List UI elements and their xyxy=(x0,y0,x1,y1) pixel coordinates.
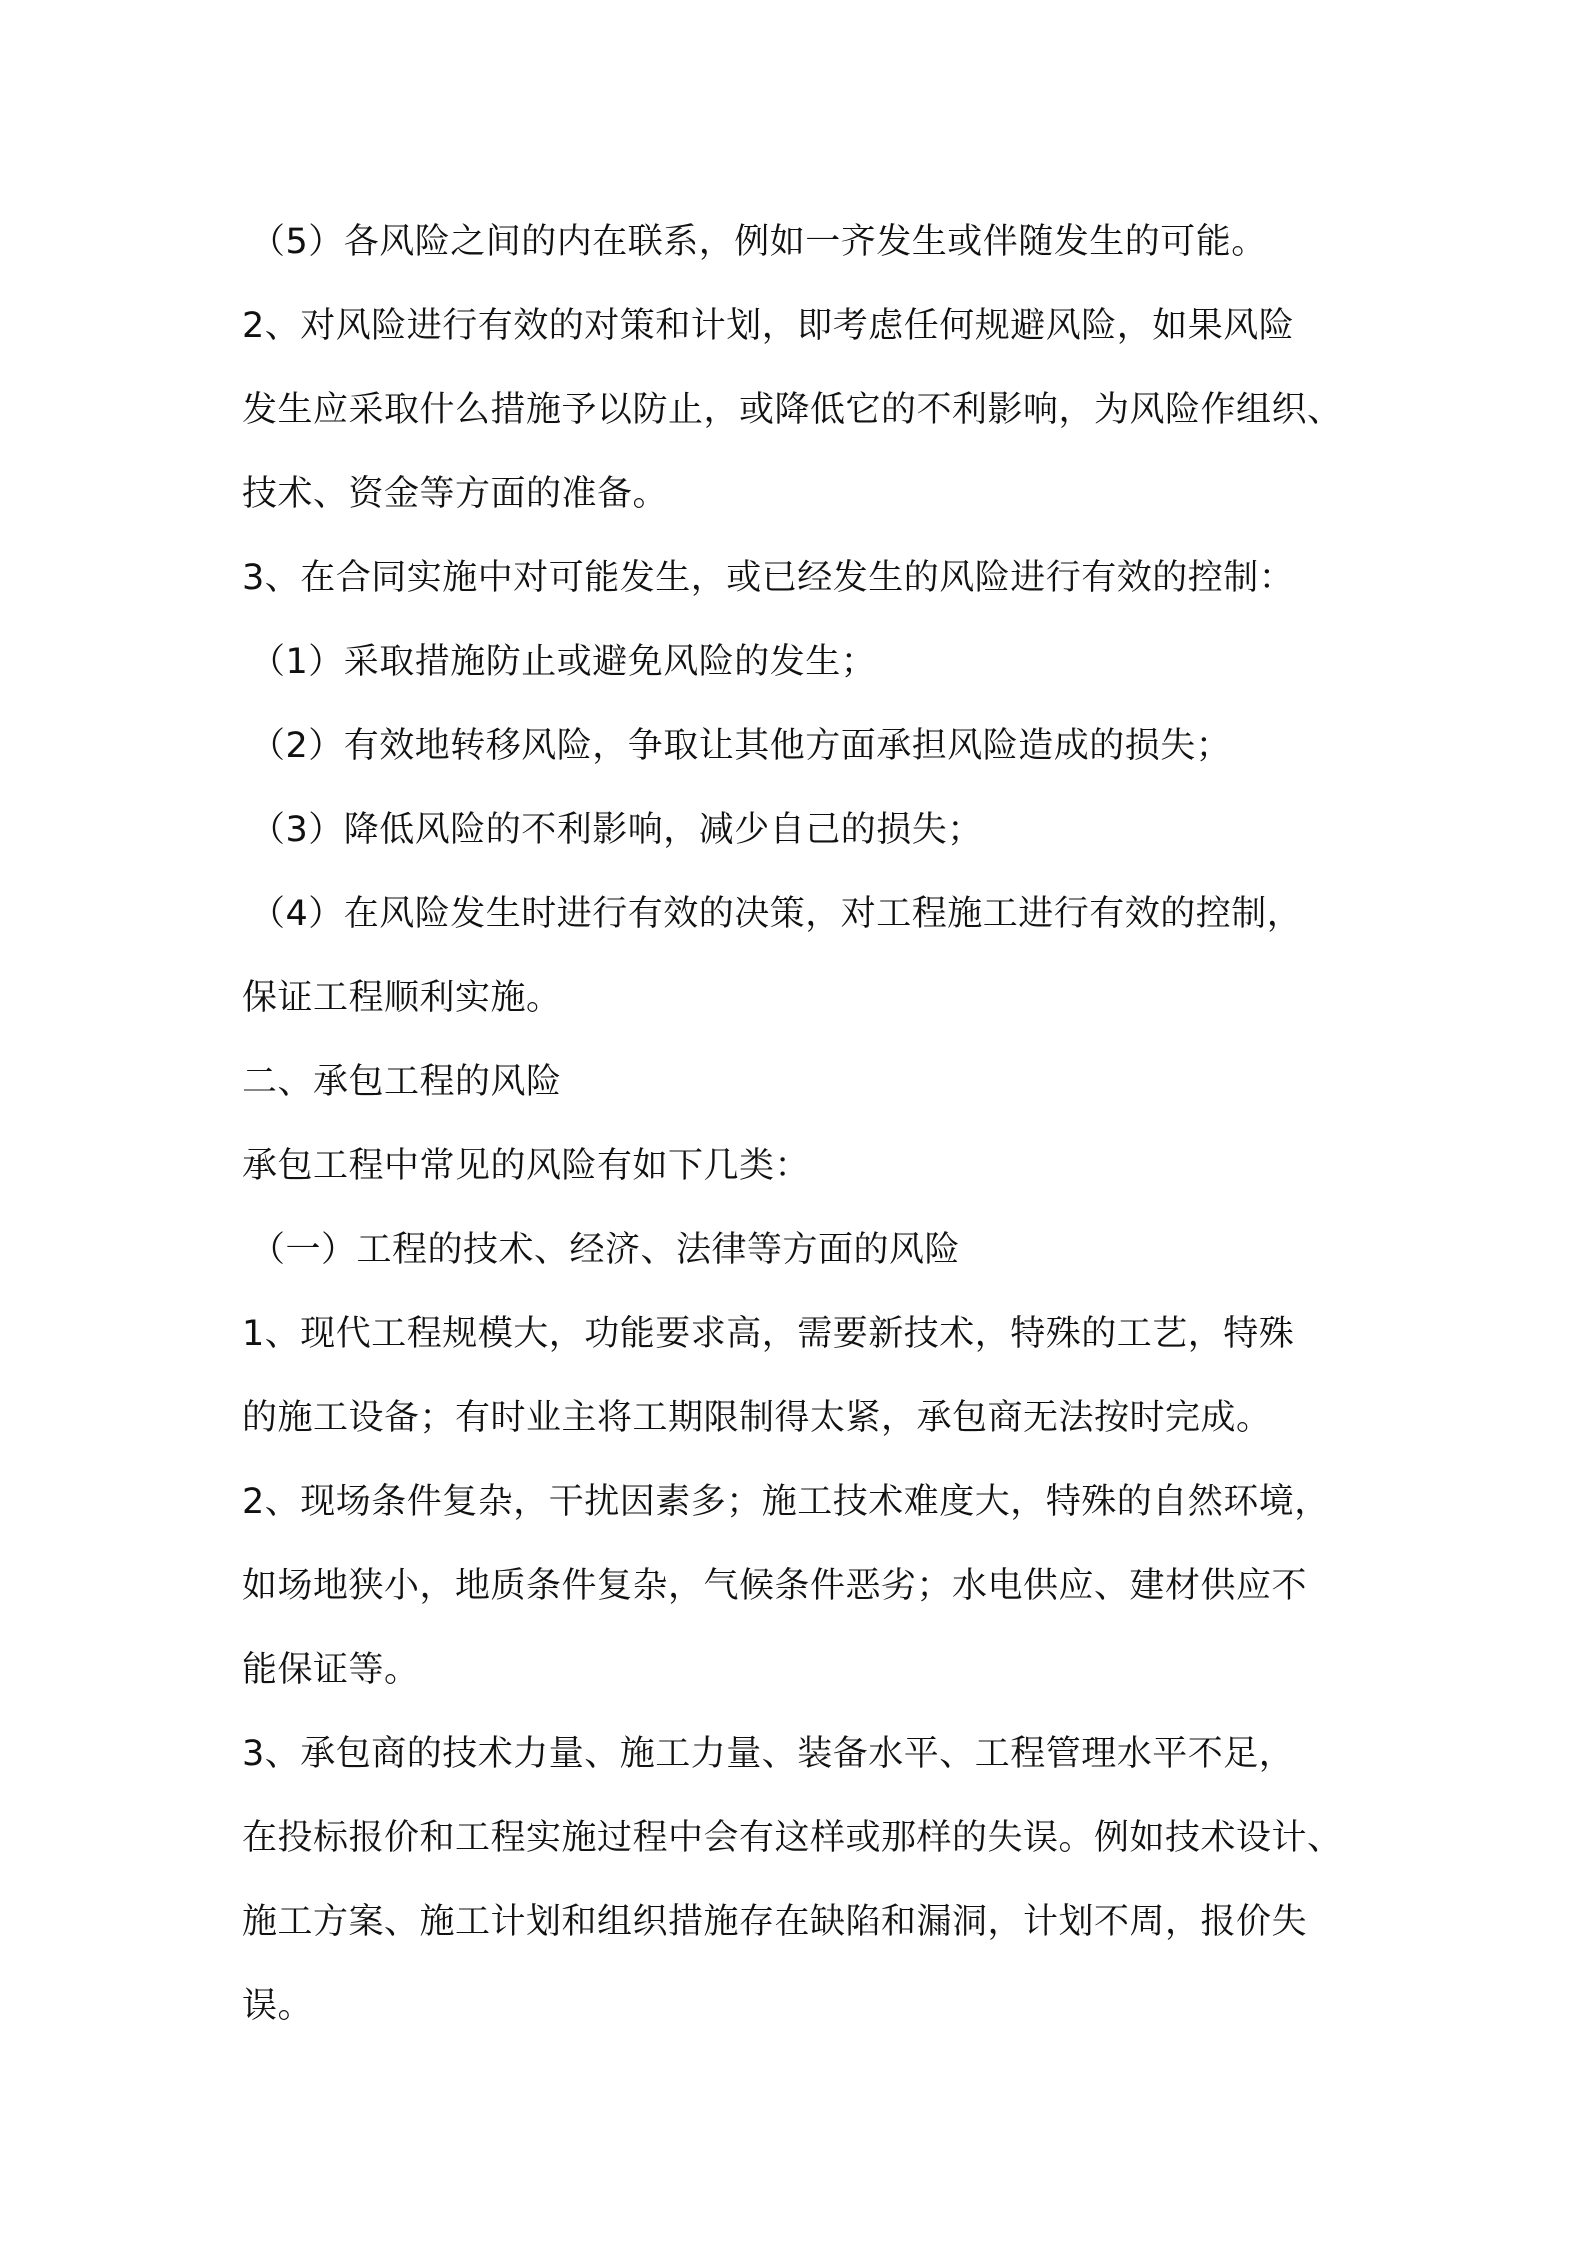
paragraph-line: 2、对风险进行有效的对策和计划，即考虑任何规避风险，如果风险 xyxy=(242,306,1295,346)
section-heading: 二、承包工程的风险 xyxy=(242,1062,562,1102)
paragraph-line: 能保证等。 xyxy=(242,1650,420,1690)
paragraph-line: 3、在合同实施中对可能发生，或已经发生的风险进行有效的控制： xyxy=(242,558,1295,598)
paragraph-line: 在投标报价和工程实施过程中会有这样或那样的失误。例如技术设计、 xyxy=(242,1818,1343,1858)
paragraph-line: 3、承包商的技术力量、施工力量、装备水平、工程管理水平不足， xyxy=(242,1734,1295,1774)
paragraph-line: 如场地狭小，地质条件复杂，气候条件恶劣；水电供应、建材供应不 xyxy=(242,1566,1308,1606)
paragraph-line: （1）采取措施防止或避免风险的发生； xyxy=(250,642,877,682)
paragraph-line: 保证工程顺利实施。 xyxy=(242,978,562,1018)
document-body xyxy=(242,200,1372,2048)
paragraph-line: 承包工程中常见的风险有如下几类： xyxy=(242,1146,811,1186)
paragraph-line: 误。 xyxy=(242,1986,314,2026)
subsection-heading: （一）工程的技术、经济、法律等方面的风险 xyxy=(250,1230,961,1270)
paragraph-line: 施工方案、施工计划和组织措施存在缺陷和漏洞，计划不周，报价失 xyxy=(242,1902,1308,1942)
paragraph-line: 发生应采取什么措施予以防止，或降低它的不利影响，为风险作组织、 xyxy=(242,390,1343,430)
paragraph-line: （3）降低风险的不利影响，减少自己的损失； xyxy=(250,810,983,850)
paragraph-line: （5）各风险之间的内在联系，例如一齐发生或伴随发生的可能。 xyxy=(250,222,1267,262)
paragraph-line: 1、现代工程规模大，功能要求高，需要新技术，特殊的工艺，特殊 xyxy=(242,1314,1295,1354)
paragraph-line: 技术、资金等方面的准备。 xyxy=(242,474,669,514)
paragraph-line: 2、现场条件复杂，干扰因素多；施工技术难度大，特殊的自然环境， xyxy=(242,1482,1330,1522)
paragraph-line: （2）有效地转移风险，争取让其他方面承担风险造成的损失； xyxy=(250,726,1232,766)
paragraph-line: （4）在风险发生时进行有效的决策，对工程施工进行有效的控制， xyxy=(250,894,1303,934)
paragraph-line: 的施工设备；有时业主将工期限制得太紧，承包商无法按时完成。 xyxy=(242,1398,1272,1438)
